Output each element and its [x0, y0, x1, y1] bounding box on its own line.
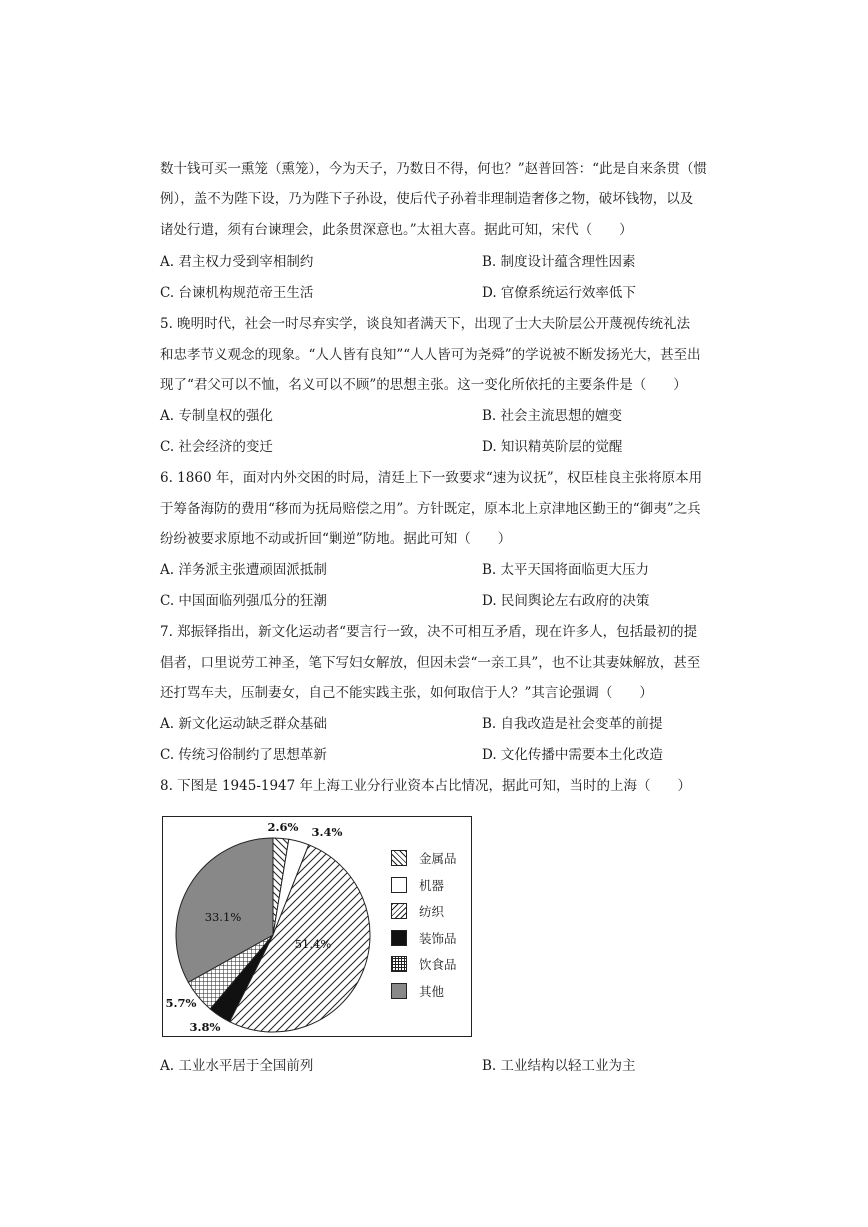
legend-swatch: [391, 956, 407, 972]
legend-label: 纺织: [419, 904, 445, 919]
text-line: 于筹备海防的费用“移而为抚局赔偿之用”。方针既定，原本北上京津地区勤王的“御夷”之兵: [160, 501, 701, 517]
text-line: 例），盖不为陛下设，乃为陛下子孙设，使后代子孙着非理制造奢侈之物，破坏钱物，以及: [160, 191, 694, 207]
legend-item: [391, 929, 457, 947]
legend-label: 饮食品: [419, 957, 457, 972]
legend-item: [391, 982, 444, 1000]
slice-value-label: 2.6%: [267, 820, 299, 834]
option-a: A. 洋务派主张遭顽固派抵制: [160, 562, 327, 578]
legend-label: 其他: [419, 983, 445, 999]
option-b: B. 社会主流思想的嬗变: [482, 408, 623, 424]
slice-value-label: 3.4%: [311, 825, 343, 839]
text-line: 诸处行遣，须有台谏理会，此条贯深意也。”太祖大喜。据此可知，宋代（ ）: [160, 222, 633, 238]
legend-label: 金属品: [419, 851, 457, 866]
slice-value-label: 3.8%: [189, 1020, 221, 1034]
slice-value-label: 33.1%: [204, 910, 242, 924]
option-a: A. 新文化运动缺乏群众基础: [160, 716, 327, 732]
option-d: D. 民间舆论左右政府的决策: [482, 593, 650, 609]
slice-value-label: 51.4%: [294, 937, 332, 951]
option-b: B. 自我改造是社会变革的前提: [482, 716, 663, 732]
option-a: A. 专制皇权的强化: [160, 408, 273, 424]
text-line: 倡者，口里说劳工神圣，笔下写妇女解放，但因未尝“一亲工具”，也不让其妻妹解放，甚至: [160, 655, 701, 671]
legend-item: [391, 876, 444, 894]
option-a: A. 工业水平居于全国前列: [160, 1058, 314, 1074]
legend-label: 机器: [419, 877, 445, 893]
text-line: 7. 郑振铎指出，新文化运动者“要言行一致，决不可相互矛盾，现在许多人，包括最初的提: [160, 624, 698, 640]
option-b: B. 太平天国将面临更大压力: [482, 562, 650, 578]
option-d: D. 文化传播中需要本土化改造: [482, 747, 663, 763]
option-c: C. 社会经济的变迁: [160, 439, 273, 455]
legend-label: 装饰品: [419, 930, 457, 946]
legend-swatch: [391, 903, 407, 919]
option-d: D. 官僚系统运行效率低下: [482, 285, 636, 301]
text-line: 数十钱可买一熏笼（熏笼），今为天子，乃数日不得，何也？”赵普回答：“此是自来条贯（惯: [160, 161, 708, 177]
text-line: 和忠孝节义观念的现象。“人人皆有良知”“人人皆可为尧舜”的学说被不断发扬光大，甚至出: [160, 347, 701, 363]
legend-item: [391, 902, 444, 920]
legend-swatch: [391, 983, 407, 999]
option-a: A. 君主权力受到宰相制约: [160, 254, 314, 270]
legend-swatch: [391, 877, 407, 893]
option-c: C. 传统习俗制约了思想革新: [160, 747, 327, 763]
legend-item: [391, 955, 457, 973]
legend-swatch: [391, 930, 407, 946]
option-b: B. 制度设计蕴含理性因素: [482, 254, 636, 270]
option-d: D. 知识精英阶层的觉醒: [482, 439, 623, 455]
legend-item: [391, 849, 457, 867]
option-b: B. 工业结构以轻工业为主: [482, 1058, 636, 1074]
question-8-stem: 8. 下图是 1945-1947 年上海工业分行业资本占比情况，据此可知，当时的上海（ ）: [160, 778, 692, 794]
text-line: 6. 1860 年，面对内外交困的时局，清廷上下一致要求“速为议抚”，权臣桂良主张将原本用: [160, 470, 703, 486]
text-line: 现了“君父可以不恤，名义可以不顾”的思想主张。这一变化所依托的主要条件是（ ）: [160, 377, 687, 393]
text-line: 还打骂车夫，压制妻女，自己不能实践主张，如何取信于人？”其言论强调（ ）: [160, 685, 653, 701]
option-c: C. 台谏机构规范帝王生活: [160, 285, 314, 301]
slice-value-label: 5.7%: [165, 996, 197, 1010]
text-line: 纷纷被要求原地不动或折回“剿逆”防地。据此可知（ ）: [160, 531, 512, 547]
legend-swatch: [391, 850, 407, 866]
text-line: 5. 晚明时代，社会一时尽弃实学，谈良知者满天下，出现了士大夫阶层公开蔑视传统礼法: [160, 316, 691, 332]
pie-chart-figure: [162, 816, 472, 1037]
option-c: C. 中国面临列强瓜分的狂潮: [160, 593, 327, 609]
